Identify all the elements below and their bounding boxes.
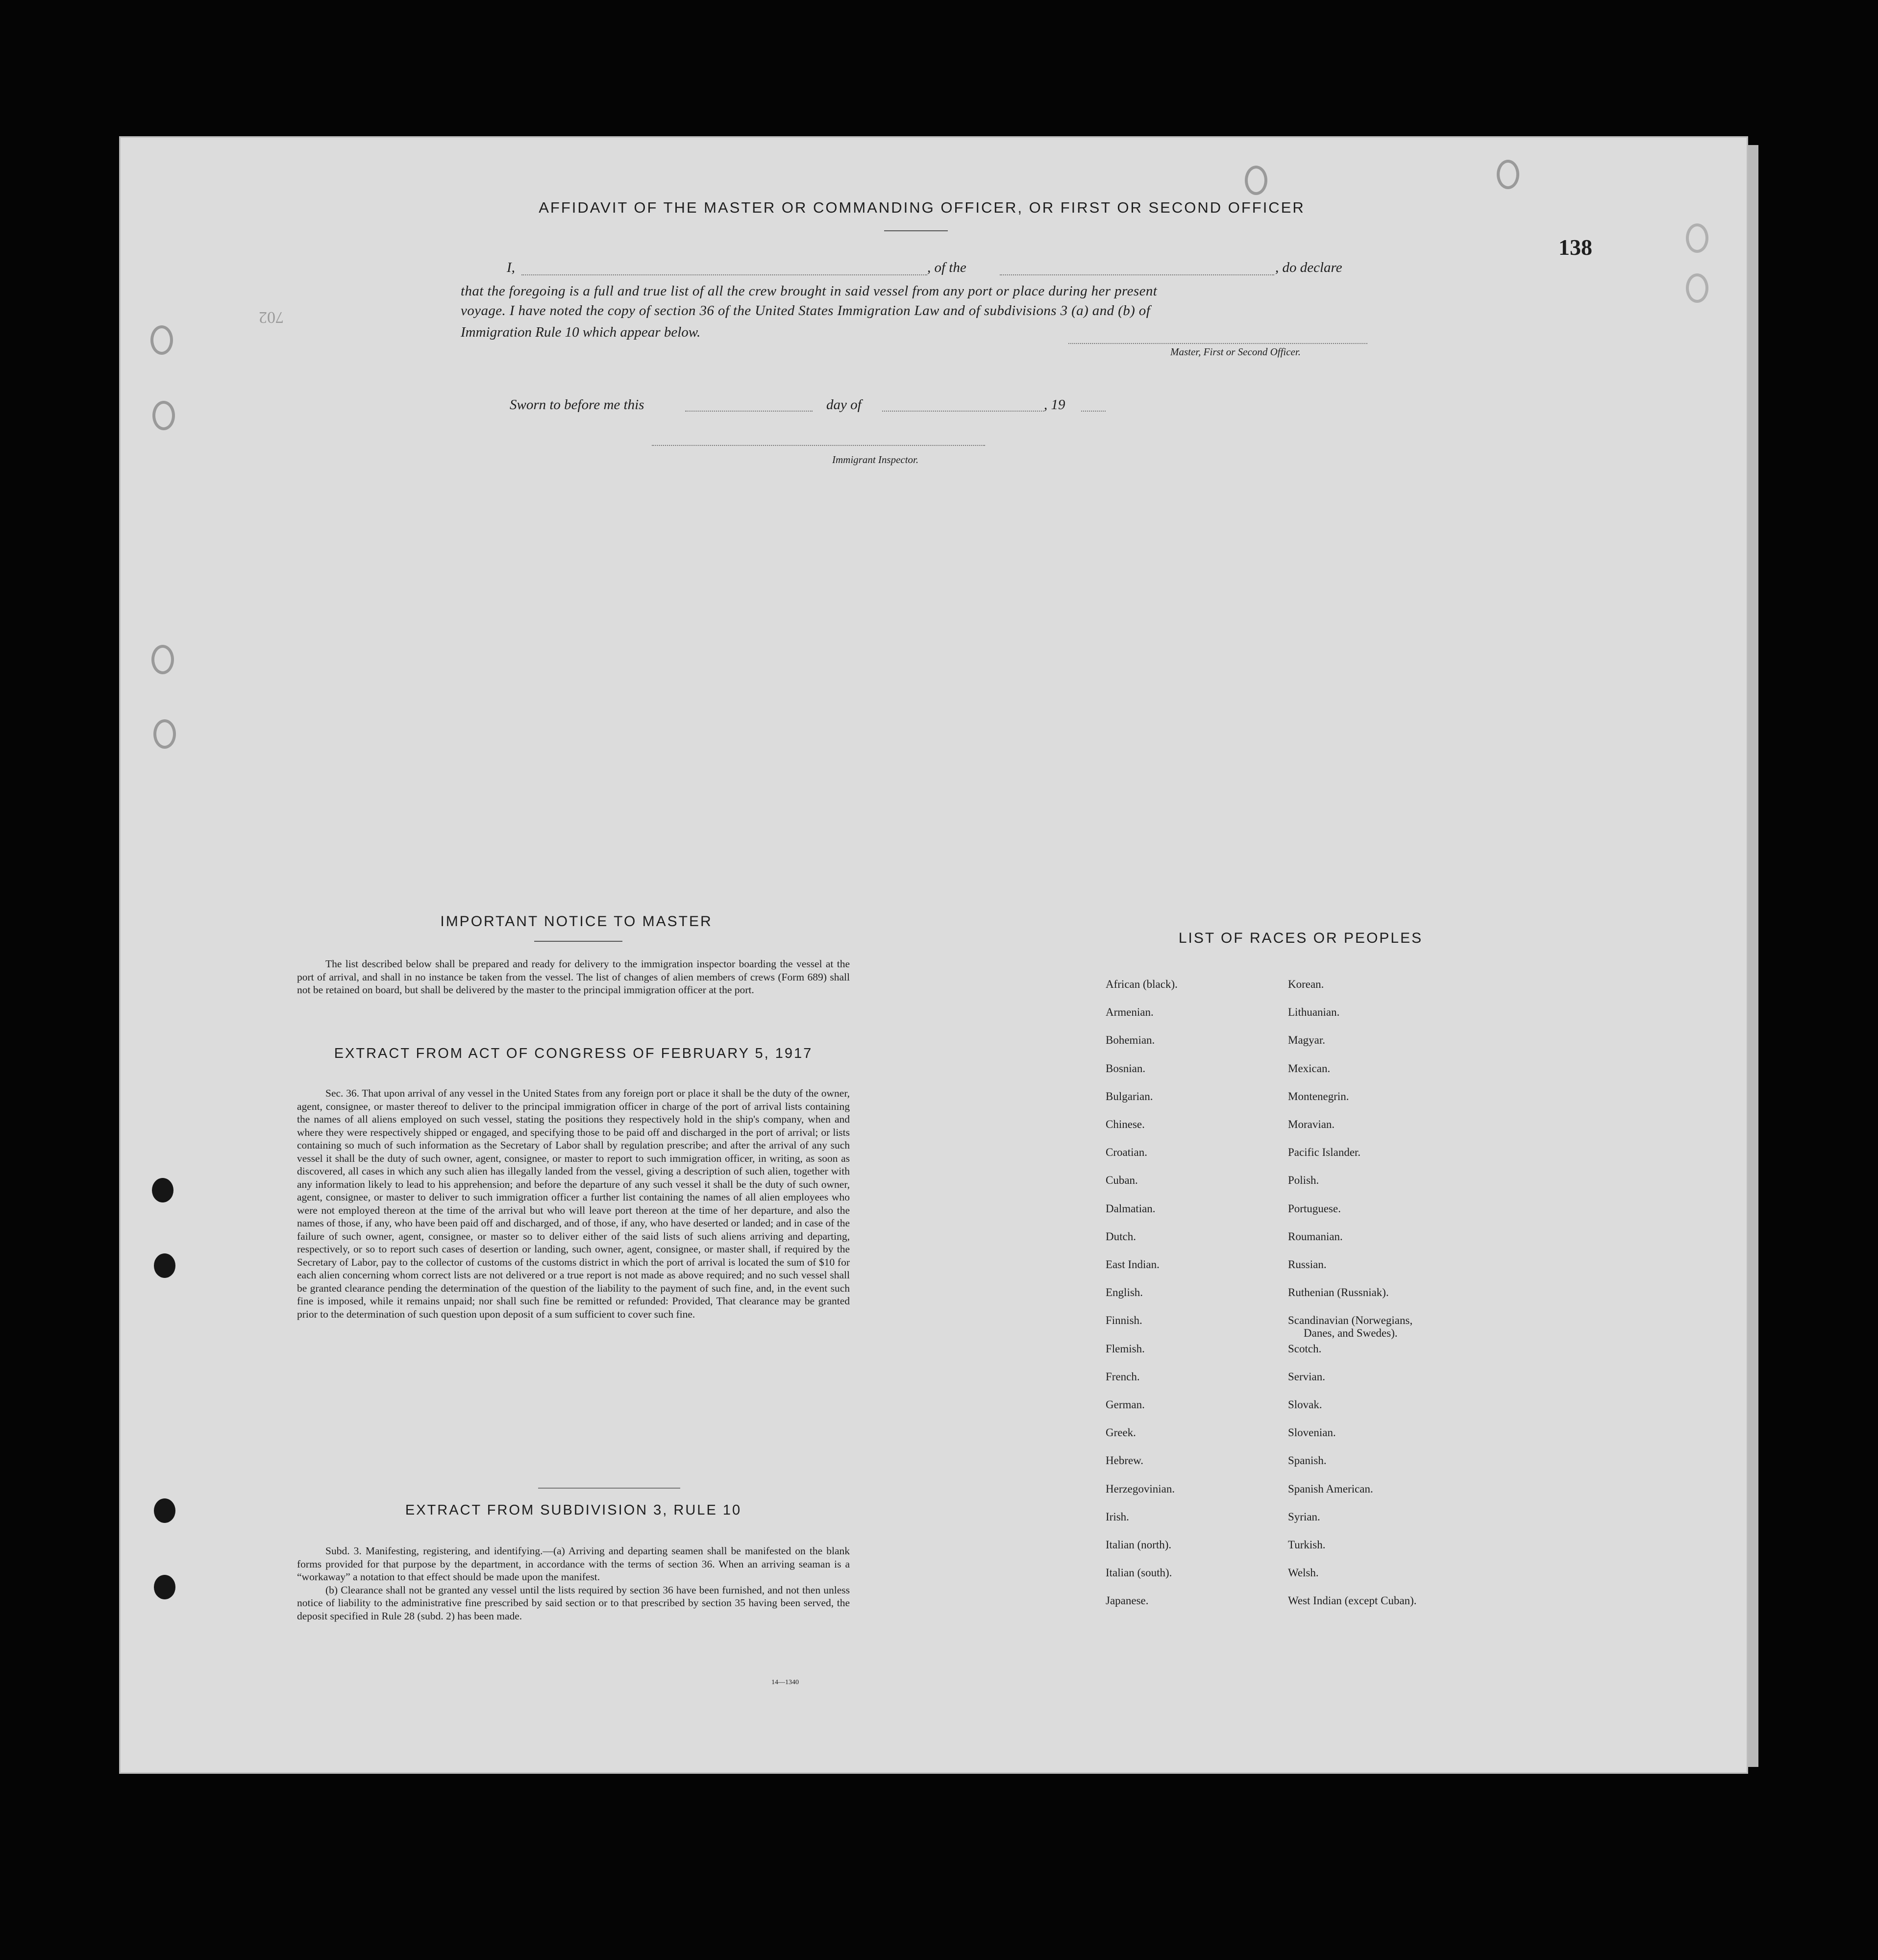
race-item-right: Welsh.	[1288, 1567, 1319, 1579]
sworn-month-blank[interactable]	[882, 411, 1044, 412]
race-item-left: French.	[1106, 1370, 1140, 1383]
punch-hole	[153, 719, 176, 749]
race-item-left: Hebrew.	[1106, 1454, 1144, 1467]
race-item-right: Pacific Islander.	[1288, 1146, 1361, 1159]
races-title: LIST OF RACES OR PEOPLES	[1178, 930, 1423, 946]
affidavit-line2: that the foregoing is a full and true list of all the crew brought in said vessel from any port or place during her present	[461, 283, 1158, 299]
race-item-right: Korean.	[1288, 978, 1324, 990]
sworn-day-of: day of	[826, 397, 862, 413]
affidavit-i: I,	[507, 260, 515, 275]
notice-text: The list described below shall be prepared and ready for delivery to the immigration inspector boarding the vessel at the port of arrival, and shall in no instance be taken from the vessel. The list of changes of alien members of crews (Form 689) shall not be retained on board, but shall be delivered by the master to the principal immigration officer at the port.	[297, 958, 850, 996]
race-item-right: Russian.	[1288, 1258, 1327, 1271]
punch-hole	[152, 401, 175, 430]
punch-hole	[154, 1253, 175, 1278]
race-item-left: Dutch.	[1106, 1230, 1136, 1243]
race-item-left: English.	[1106, 1286, 1143, 1299]
race-item-right: Magyar.	[1288, 1034, 1326, 1047]
race-item-left: Bosnian.	[1106, 1062, 1146, 1075]
rule-para-b: (b) Clearance shall not be granted any vessel until the lists required by section 36 have been furnished, and not then unless notice of liability to the administrative fine prescribed by said section or to that prescribed by section 35 having been served, the deposit specified in Rule 28 (subd. 2) has been made.	[297, 1584, 850, 1622]
race-item-left: Greek.	[1106, 1426, 1136, 1439]
affidavit-title: AFFIDAVIT OF THE MASTER OR COMMANDING OFFICER, OR FIRST OR SECOND OFFICER	[539, 199, 1305, 216]
signature-label: Master, First or Second Officer.	[1170, 346, 1301, 358]
vessel-blank[interactable]	[1000, 274, 1274, 275]
race-item-left: Dalmatian.	[1106, 1202, 1156, 1215]
race-item-right: Polish.	[1288, 1174, 1319, 1187]
race-item-left: Japanese.	[1106, 1594, 1149, 1607]
punch-hole	[1245, 166, 1267, 195]
punch-hole	[1497, 160, 1519, 189]
race-item-left: Chinese.	[1106, 1118, 1145, 1130]
race-item-left: Bohemian.	[1106, 1034, 1155, 1047]
punch-hole	[154, 1498, 175, 1523]
race-item-right: Slovak.	[1288, 1398, 1322, 1411]
act-extract-title: EXTRACT FROM ACT OF CONGRESS OF FEBRUARY 5, 1917	[334, 1046, 813, 1061]
punch-hole	[1686, 273, 1708, 303]
act-extract-text: Sec. 36. That upon arrival of any vessel in the United States from any foreign port or place it shall be the duty of the owner, agent, consignee, or master thereof to deliver to the principal immigration officer in charge of the port of arrival lists containing the names of all aliens employed on such vessel, stating the positions they respectively hold in the ship's company, when and where they were respectively shipped or engaged, and specifying those to be paid off and discharged in the port of arrival; or lists containing so much of such information as the Secretary of Labor shall by regulation prescribe; and after the arrival of any such vessel it shall be the duty of such owner, agent, consignee, or master to report to such immigration officer, in writing, as soon as discovered, all cases in which any such alien has illegally landed from the vessel, giving a description of such alien, together with any information likely to lead to his apprehension; and before the departure of any such vessel it shall be the duty of such owner, agent, consignee, or master to deliver to such immigration officer a further list containing the names of all alien employees who were not employed thereon at the time of the arrival but who will leave port thereon at the time of her departure, and also the names of those, if any, who have been paid off and discharged, and of those, if any, who have deserted or landed; and in case of the failure of such owner, agent, consignee, or master so to deliver either of the said lists of such aliens arriving and departing, respectively, or so to report such cases of desertion or landing, such owner, agent, consignee, or master shall, if required by the Secretary of Labor, pay to the collector of customs of the customs district in which the port of arrival is located the sum of $10 for each alien concerning whom correct lists are not delivered or a true report is not made as above required; and no such vessel shall be granted clearance pending the determination of the question of the liability to the payment of such fine, and, in the event such fine is imposed, while it remains unpaid; nor shall such fine be remitted or refunded: Provided, That clearance may be granted prior to the determination of such question upon deposit of a sum sufficient to cover such fine.	[297, 1087, 850, 1320]
race-item-right: Scotch.	[1288, 1342, 1322, 1355]
race-item-right: Portuguese.	[1288, 1202, 1341, 1215]
race-item-right: Roumanian.	[1288, 1230, 1343, 1243]
race-item-right: Syrian.	[1288, 1510, 1320, 1523]
race-item-left: Armenian.	[1106, 1006, 1154, 1019]
race-item-left: Italian (south).	[1106, 1567, 1172, 1579]
race-item-right: Moravian.	[1288, 1118, 1335, 1130]
name-blank[interactable]	[521, 274, 927, 275]
race-item-left: German.	[1106, 1398, 1145, 1411]
race-item-left: Italian (north).	[1106, 1539, 1172, 1551]
race-item-right: Turkish.	[1288, 1539, 1326, 1551]
notice-title: IMPORTANT NOTICE TO MASTER	[440, 913, 713, 930]
margin-mark: 702	[259, 308, 284, 326]
race-item-left: Irish.	[1106, 1510, 1129, 1523]
inspector-blank[interactable]	[652, 445, 985, 446]
signature-blank[interactable]	[1068, 343, 1367, 344]
sworn-year-blank[interactable]	[1081, 411, 1106, 412]
race-item-left: East Indian.	[1106, 1258, 1160, 1271]
sworn-day-blank[interactable]	[685, 411, 813, 412]
divider	[538, 1488, 680, 1489]
affidavit-line3: voyage. I have noted the copy of section 36 of the United States Immigration Law and of subdivisions 3 (a) and (b) of	[461, 303, 1151, 318]
punch-hole	[154, 1575, 175, 1599]
race-item-left: Cuban.	[1106, 1174, 1138, 1187]
rule-extract-title: EXTRACT FROM SUBDIVISION 3, RULE 10	[405, 1502, 742, 1518]
race-item-left: Bulgarian.	[1106, 1090, 1153, 1102]
form-page	[119, 136, 1748, 1774]
punch-hole	[1686, 223, 1708, 253]
punch-hole	[150, 325, 173, 355]
affidavit-line4: Immigration Rule 10 which appear below.	[461, 324, 701, 340]
sworn-year: , 19	[1044, 397, 1065, 413]
race-item-right: Spanish American.	[1288, 1482, 1373, 1495]
race-item-right: Ruthenian (Russniak).	[1288, 1286, 1389, 1299]
rule-para-a: Subd. 3. Manifesting, registering, and identifying.—(a) Arriving and departing seamen shall be manifested on the blank forms provided for that purpose by the department, in accordance with the terms of section 36. When an arriving seaman is a “workaway” a notation to that effect should be made upon the manifest.	[297, 1545, 850, 1583]
race-item-left: Flemish.	[1106, 1342, 1145, 1355]
form-number: 14—1340	[771, 1679, 799, 1686]
race-item-right: Spanish.	[1288, 1454, 1327, 1467]
affidavit-declare: , do declare	[1275, 260, 1342, 275]
race-item-right: Mexican.	[1288, 1062, 1331, 1075]
race-item-left: Finnish.	[1106, 1314, 1142, 1327]
race-item-right: Scandinavian (Norwegians,	[1288, 1314, 1413, 1327]
divider	[534, 941, 622, 942]
sworn-text: Sworn to before me this	[510, 397, 644, 413]
race-item-right: Lithuanian.	[1288, 1006, 1340, 1019]
race-item-left: Croatian.	[1106, 1146, 1147, 1159]
rule-extract-body	[297, 1544, 850, 1622]
page-number: 138	[1558, 235, 1592, 260]
race-item-left: African (black).	[1106, 978, 1178, 990]
punch-hole	[151, 645, 174, 674]
punch-hole	[152, 1178, 173, 1202]
race-item-right: Slovenian.	[1288, 1426, 1336, 1439]
divider	[884, 230, 948, 231]
race-item-left: Herzegovinian.	[1106, 1482, 1175, 1495]
inspector-label: Immigrant Inspector.	[832, 454, 919, 466]
race-scandinavian-continued: Danes, and Swedes).	[1304, 1327, 1398, 1339]
affidavit-of-the: , of the	[927, 260, 966, 275]
race-item-right: Montenegrin.	[1288, 1090, 1349, 1102]
race-item-right: Servian.	[1288, 1370, 1326, 1383]
race-item-right: West Indian (except Cuban).	[1288, 1594, 1417, 1607]
